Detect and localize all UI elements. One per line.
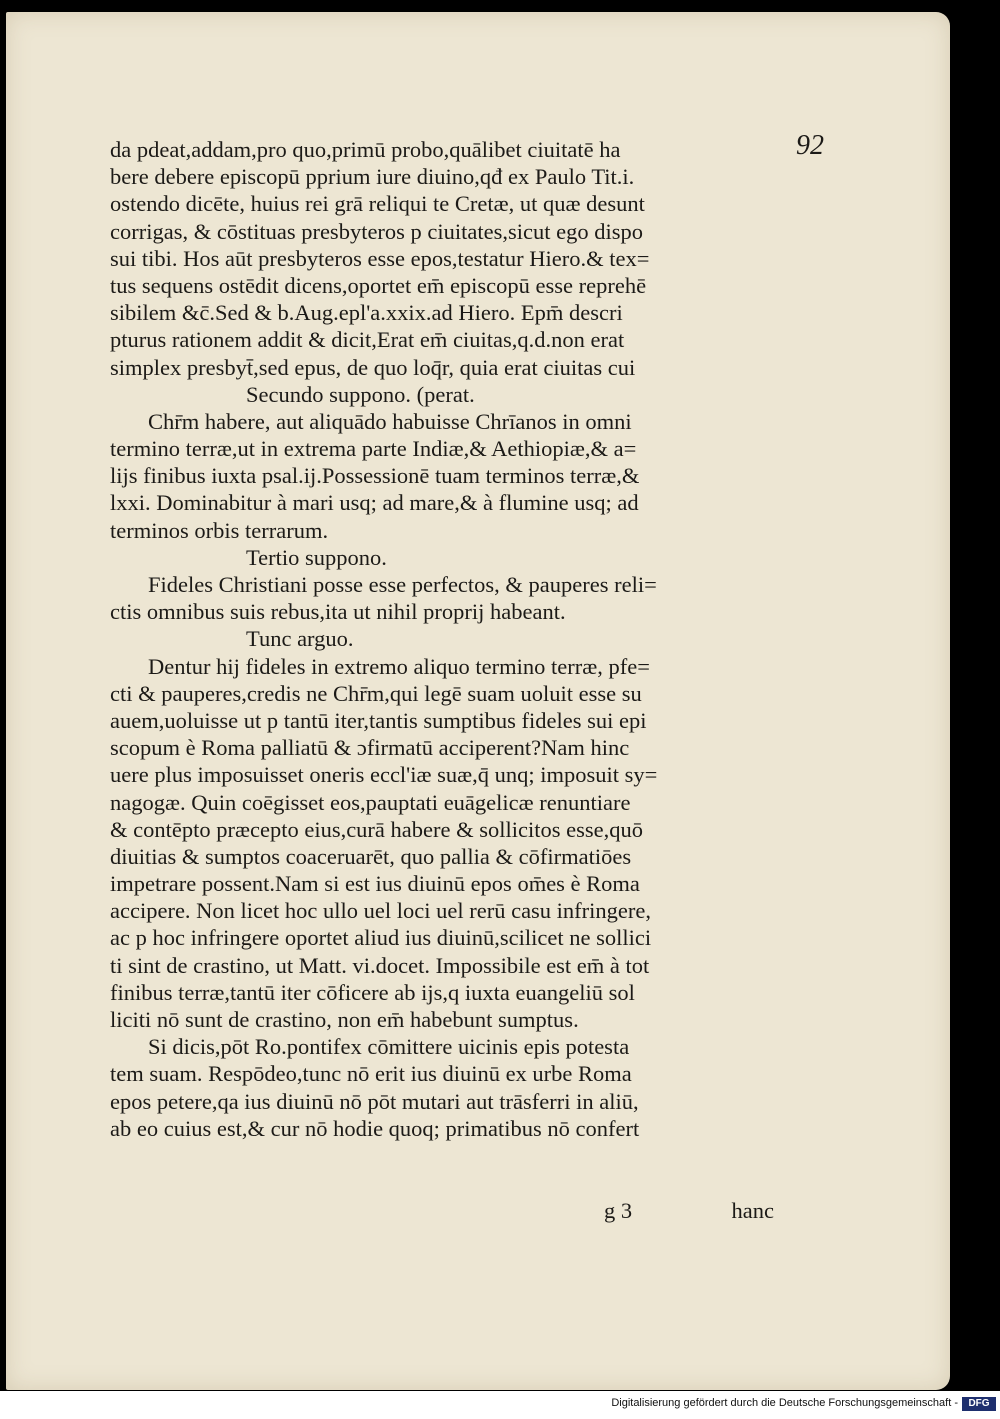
text-line: Si dicis,pōt Ro.pontifex cōmittere uicinis epis potesta — [148, 1034, 630, 1060]
text-line: tem suam. Respōdeo,tunc nō erit ius diuinū ex urbe Roma — [110, 1061, 632, 1087]
footer-bar — [0, 1391, 1000, 1419]
book-page — [6, 12, 950, 1390]
text-block — [110, 136, 770, 1142]
text-line: Fideles Christiani posse esse perfectos, & pauperes reli= — [148, 572, 657, 597]
text-line: Tunc arguo. — [246, 626, 354, 652]
text-line: & contēpto præcepto eius,curā habere & sollicitos esse,quō — [110, 816, 643, 842]
text-line: sibilem &c̄.Sed & b.Aug.epl'a.xxix.ad Hiero. Epm̄ descri — [110, 300, 623, 326]
catchword: hanc — [731, 1198, 774, 1223]
text-line: auem,uoluisse ut p tantū iter,tantis sumptibus fideles sui epi — [110, 707, 647, 733]
text-line: pturus rationem addit & dicit,Erat em̄ ciuitas,q.d.non erat — [110, 327, 625, 353]
text-line: Dentur hij fideles in extremo aliquo termino terræ, pfe= — [148, 653, 650, 679]
text-line: finibus terræ,tantū iter cōficere ab ijs,q iuxta euangeliū sol — [110, 979, 635, 1005]
text-line: Secundo suppono. (perat. — [246, 381, 475, 407]
text-line: liciti nō sunt de crastino, non em̄ habebunt sumptus. — [110, 1007, 579, 1032]
signature-mark: g 3 — [604, 1198, 633, 1223]
text-line: sui tibi. Hos aūt presbyteros esse epos,testatur Hiero.& tex= — [110, 245, 650, 271]
text-line: ac p hoc infringere oportet aliud ius diuinū,scilicet ne sollici — [110, 925, 652, 951]
text-line: cti & pauperes,credis ne Chr̄m,qui legē suam uoluit esse su — [110, 680, 642, 706]
text-line: Tertio suppono. — [246, 544, 387, 570]
text-line: simplex presbyt̄,sed epus, de quo loq̄r, quia erat ciuitas cui — [110, 354, 636, 380]
dfg-logo: DFG — [962, 1397, 996, 1411]
page-bottom-row — [110, 1198, 774, 1226]
text-line: tus sequens ostēdit dicens,oportet em̄ episcopū esse reprehē — [110, 272, 647, 298]
footer-credit: Digitalisierung gefördert durch die Deutsche Forschungsgemeinschaft - — [611, 1397, 958, 1409]
text-line: da pdeat,addam,pro quo,primū probo,quālibet ciuitatē ha — [110, 137, 621, 162]
text-line: scopum è Roma palliatū & ɔfirmatū acciperent?Nam hinc — [110, 735, 630, 761]
text-line: impetrare possent.Nam si est ius diuinū epos om̄es è Roma — [110, 871, 640, 897]
text-line: ab eo cuius est,& cur nō hodie quoq; primatibus nō confert — [110, 1115, 640, 1141]
text-line: ti sint de crastino, ut Matt. vi.docet. Impossibile est em̄ à tot — [110, 952, 650, 978]
folio-number: 92 — [796, 130, 824, 161]
text-line: lxxi. Dominabitur à mari usq; ad mare,& à flumine usq; ad — [110, 490, 639, 516]
text-line: corrigas, & cōstituas presbyteros p ciuitates,sicut ego dispo — [110, 218, 644, 244]
text-line: ostendo dicēte, huius rei grā reliqui te Cretæ, ut quæ desunt — [110, 191, 645, 217]
text-line: accipere. Non licet hoc ullo uel loci uel rerū casu infringere, — [110, 898, 652, 924]
text-line: diuitias & sumptos coaceruarēt, quo pallia & cōfirmatiōes — [110, 843, 632, 869]
text-line: bere debere episcopū pprium iure diuino,qđ ex Paulo Tit.i. — [110, 164, 635, 190]
text-line: epos petere,qa ius diuinū nō pōt mutari aut trāsferri in aliū, — [110, 1088, 639, 1114]
text-line: nagogæ. Quin coēgisset eos,pauptati euāgelicæ renuntiare — [110, 789, 631, 815]
text-line: Chr̄m habere, aut aliquādo habuisse Chrīanos in omni — [148, 408, 632, 434]
text-line: uere plus imposuisset oneris eccl'iæ suæ,q̄ unq; imposuit sy= — [110, 762, 658, 788]
text-line: termino terræ,ut in extrema parte Indiæ,& Aethiopiæ,& a= — [110, 436, 637, 462]
text-line: ctis omnibus suis rebus,ita ut nihil proprij habeant. — [110, 599, 566, 625]
text-line: lijs finibus iuxta psal.ij.Possessionē tuam terminos terræ,& — [110, 463, 640, 489]
text-line: terminos orbis terrarum. — [110, 517, 329, 543]
